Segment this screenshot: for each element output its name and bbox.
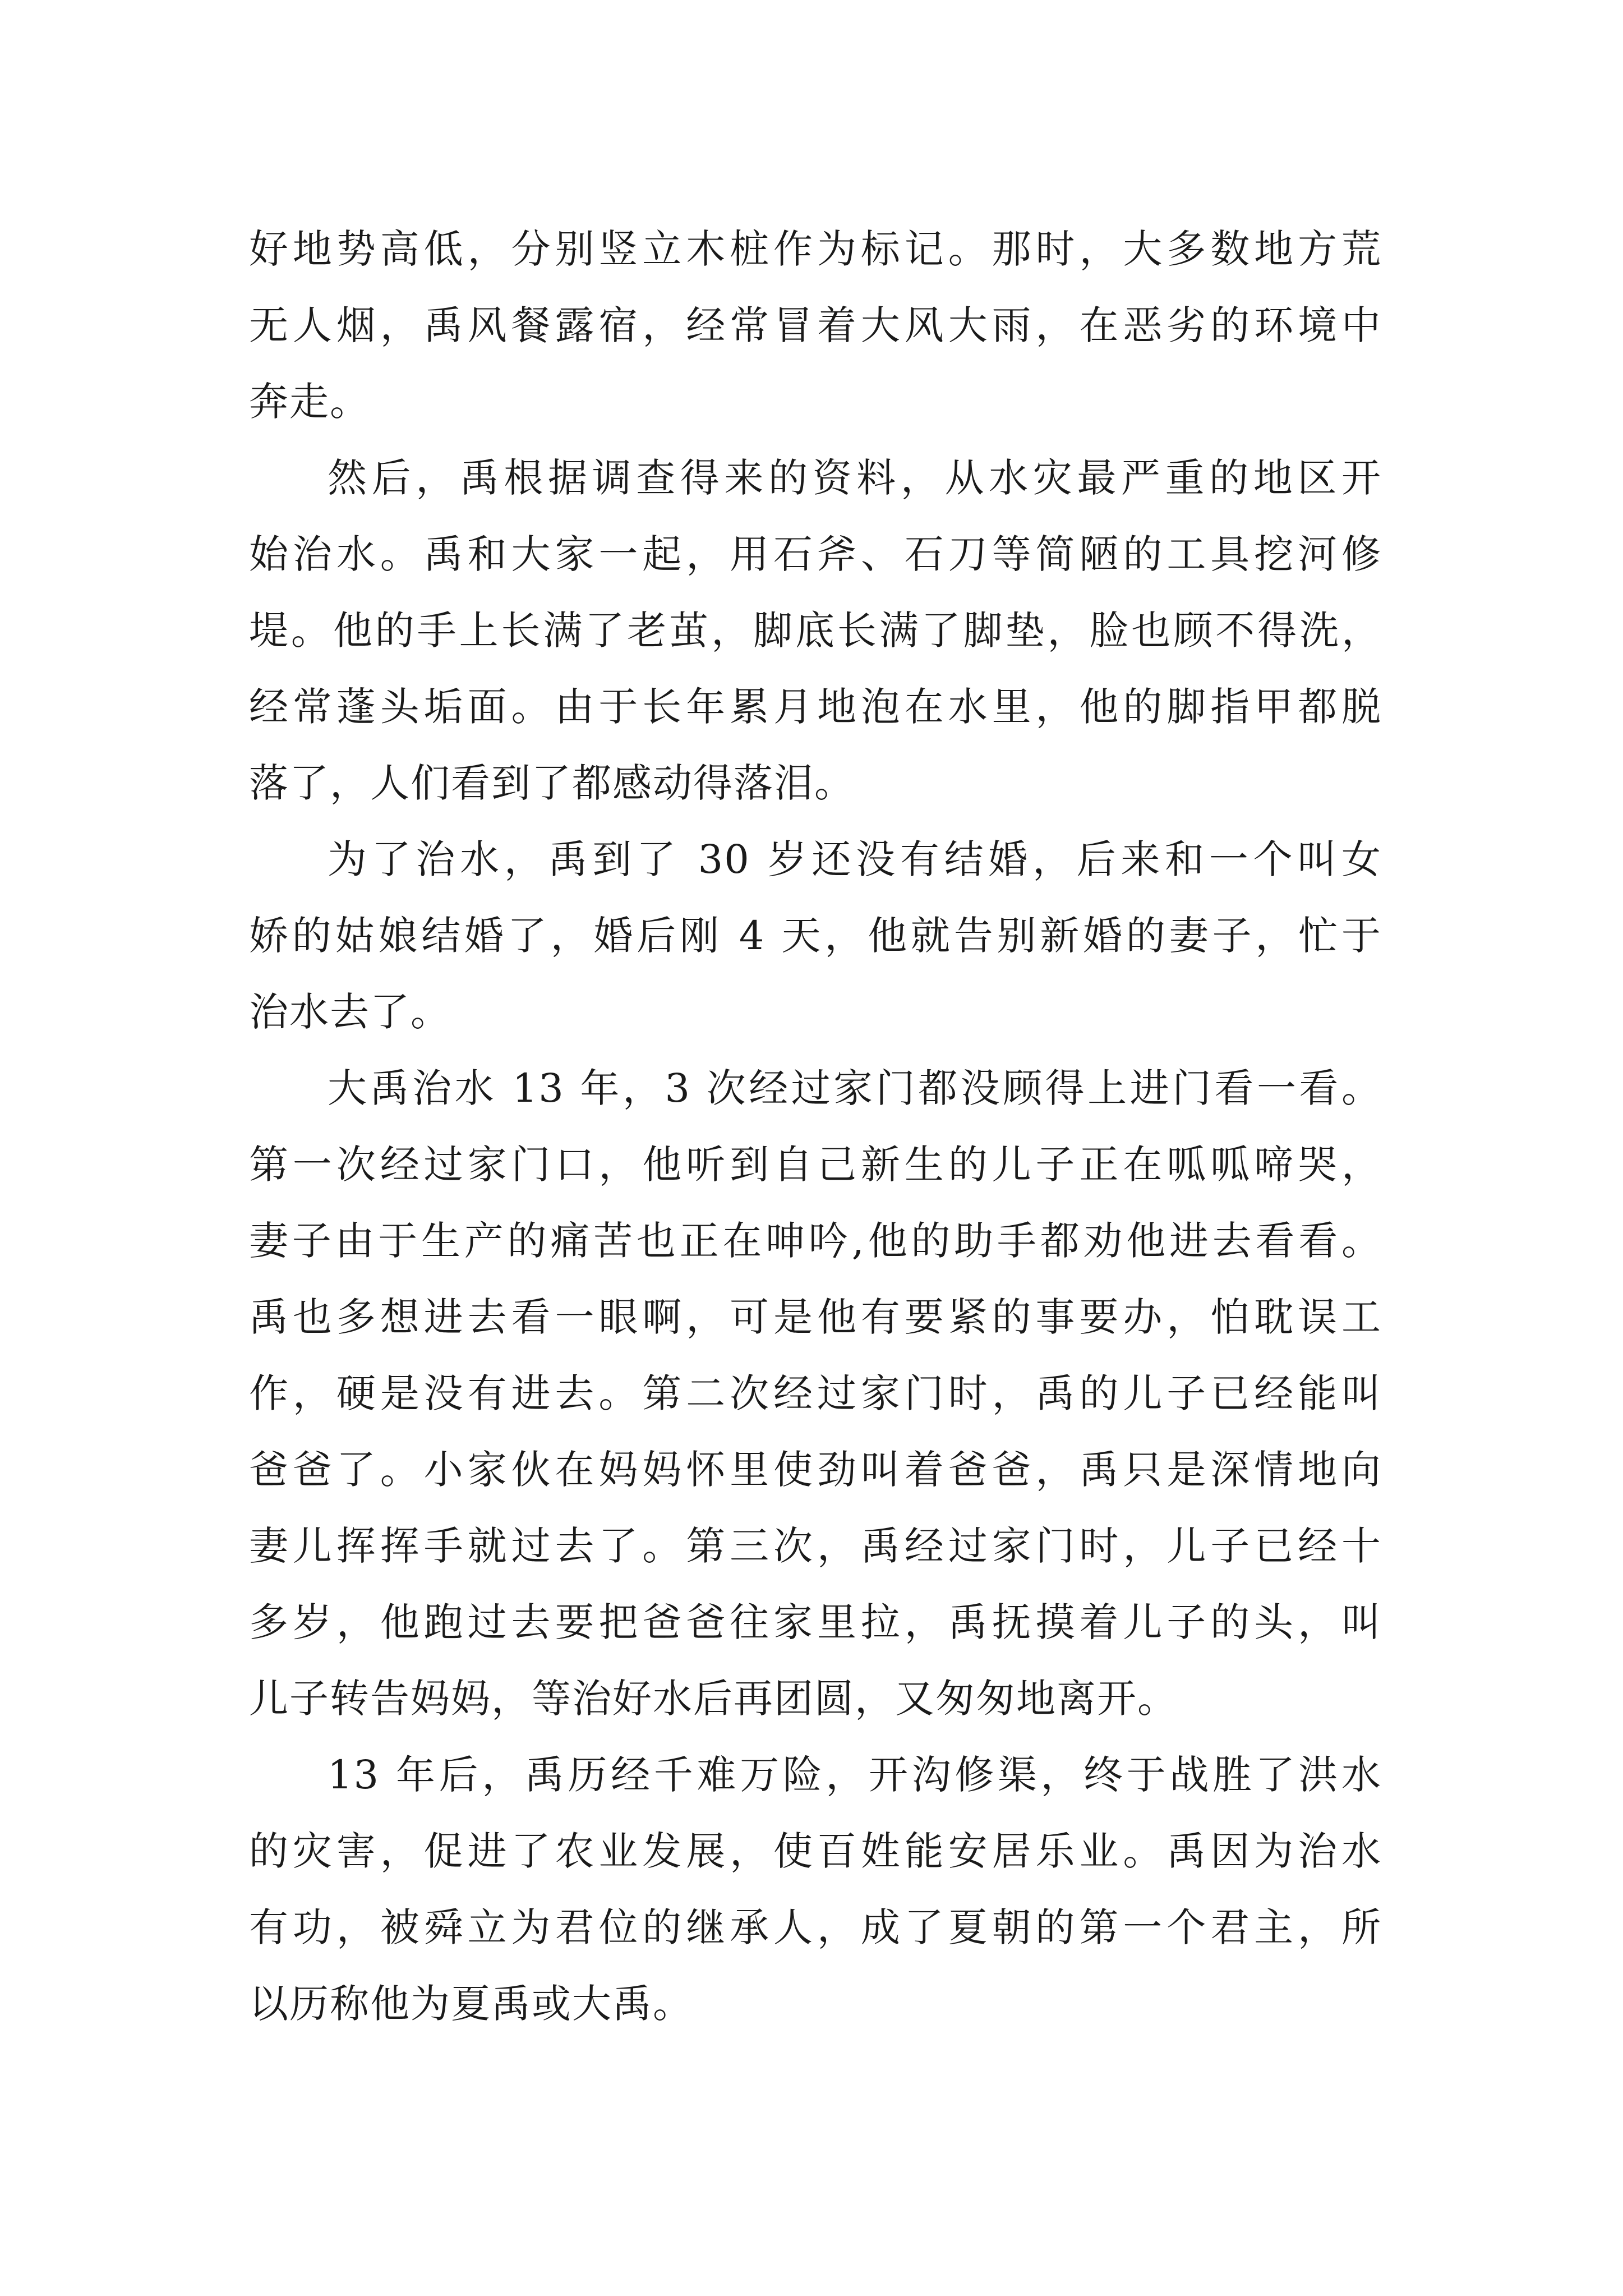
text-line-3: 奔走。 (249, 379, 370, 425)
text-line-10: 娇的姑娘结婚了，婚后刚 4 天，他就告别新婚的妻子，忙于 (249, 913, 1382, 959)
text-line-9: 为了治水，禹到了 30 岁还没有结婚，后来和一个叫女 (328, 836, 1382, 882)
text-line-7: 经常蓬头垢面。由于长年累月地泡在水里，他的脚指甲都脱 (249, 684, 1382, 730)
text-line-8: 落了，人们看到了都感动得落泪。 (249, 760, 855, 806)
text-line-19: 多岁，他跑过去要把爸爸往家里拉，禹抚摸着儿子的头，叫 (249, 1599, 1382, 1645)
text-line-1: 好地势高低，分别竖立木桩作为标记。那时，大多数地方荒 (249, 226, 1382, 272)
text-line-12: 大禹治水 13 年，3 次经过家门都没顾得上进门看一看。 (328, 1065, 1382, 1111)
text-line-11: 治水去了。 (249, 989, 451, 1035)
text-line-15: 禹也多想进去看一眼啊，可是他有要紧的事要办，怕耽误工 (249, 1294, 1382, 1340)
text-line-20: 儿子转告妈妈，等治好水后再团圆，又匆匆地离开。 (249, 1676, 1178, 1722)
text-line-13: 第一次经过家门口，他听到自己新生的儿子正在呱呱啼哭， (249, 1142, 1382, 1188)
text-line-17: 爸爸了。小家伙在妈妈怀里使劲叫着爸爸，禹只是深情地向 (249, 1447, 1382, 1493)
text-line-6: 堤。他的手上长满了老茧，脚底长满了脚垫，脸也顾不得洗， (249, 608, 1382, 654)
text-line-21: 13 年后，禹历经千难万险，开沟修渠，终于战胜了洪水 (328, 1752, 1382, 1798)
text-line-22: 的灾害，促进了农业发展，使百姓能安居乐业。禹因为治水 (249, 1828, 1382, 1874)
text-line-5: 始治水。禹和大家一起，用石斧、石刀等简陋的工具挖河修 (249, 531, 1382, 577)
text-line-14: 妻子由于生产的痛苦也正在呻吟,他的助手都劝他进去看看。 (249, 1218, 1382, 1264)
text-line-24: 以历称他为夏禹或大禹。 (249, 1981, 693, 2027)
text-line-18: 妻儿挥挥手就过去了。第三次，禹经过家门时，儿子已经十 (249, 1523, 1382, 1569)
text-line-23: 有功，被舜立为君位的继承人，成了夏朝的第一个君主，所 (249, 1904, 1382, 1950)
text-line-4: 然后，禹根据调查得来的资料，从水灾最严重的地区开 (328, 455, 1382, 501)
text-line-16: 作，硬是没有进去。第二次经过家门时，禹的儿子已经能叫 (249, 1370, 1382, 1416)
text-line-2: 无人烟，禹风餐露宿，经常冒着大风大雨，在恶劣的环境中 (249, 302, 1382, 348)
